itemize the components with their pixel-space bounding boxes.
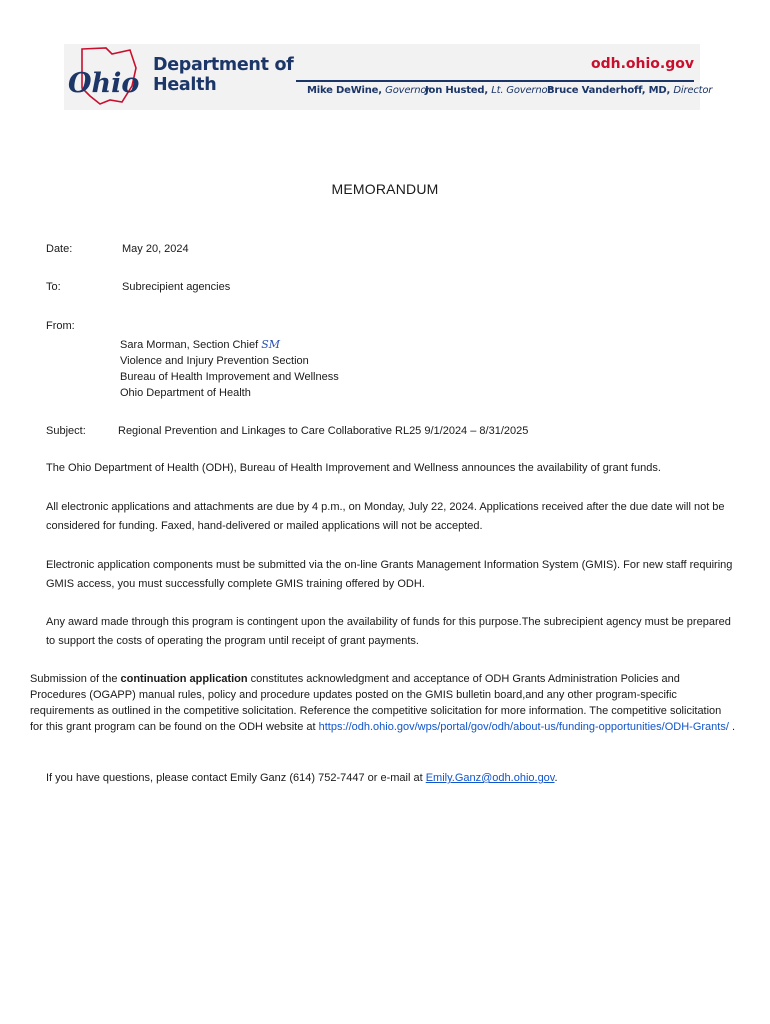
director: Bruce Vanderhoff, MD, Director <box>547 85 713 96</box>
letterhead-rule <box>296 80 694 82</box>
from-block <box>120 337 339 401</box>
from-label: From: <box>46 320 75 332</box>
governor: Mike DeWine, Governor <box>307 85 431 96</box>
ohio-logo-wordmark: Ohio <box>68 68 140 99</box>
subject-value: Regional Prevention and Linkages to Care Collaborative RL25 9/1/2024 – 8/31/2025 <box>118 425 529 437</box>
paragraph-gmis: Electronic application components must be submitted via the on-line Grants Management Information System (GMIS). For new staff requiring GMIS access, you must successfully complete GMIS training offered by ODH. <box>46 559 733 590</box>
signature-initials: SM <box>261 338 281 351</box>
subject-label: Subject: <box>46 425 86 437</box>
letterhead <box>64 44 713 110</box>
paragraph-deadline: All electronic applications and attachments are due by 4 p.m., on Monday, July 22, 2024. Applications received after the due date will not be considered for funding. Faxed, hand-delivered or mailed applications will not be accepted. <box>46 501 725 532</box>
date-label: Date: <box>46 243 73 255</box>
paragraph-ogapp: Submission of the continuation application constitutes acknowledgment and acceptance of ODH Grants Administration Policies and Procedures (OGAPP) manual rules, policy and procedure updates posted on the GMIS bulletin board,and any other program-specific requirements as outlined in the competitive solicitation. Reference the competitive solicitation for more information. The competitive solicitation for this grant program can be found on the ODH website at https://odh.ohio.gov/wps/portal/gov/odh/about-us/funding-opportunities/ODH-Grants/ . <box>30 673 736 733</box>
ohio-logo-icon <box>66 46 148 108</box>
grants-website-link[interactable]: https://odh.ohio.gov/wps/portal/gov/odh/about-us/funding-opportunities/ODH-Grants/ <box>318 721 729 733</box>
department-line-1: Department of <box>153 55 294 75</box>
from-department: Ohio Department of Health <box>120 387 251 399</box>
continuation-application-emphasis: continuation application <box>120 673 248 685</box>
from-bureau: Bureau of Health Improvement and Wellness <box>120 371 339 383</box>
from-name: Sara Morman, Section Chief <box>120 339 259 351</box>
date-value: May 20, 2024 <box>122 243 189 255</box>
website-link[interactable]: odh.ohio.gov <box>590 56 694 72</box>
memo-heading: MEMORANDUM <box>331 181 439 197</box>
from-name-line <box>120 337 339 353</box>
contact-email-link[interactable]: Emily.Ganz@odh.ohio.gov <box>425 772 555 784</box>
from-section: Violence and Injury Prevention Section <box>120 355 309 367</box>
to-value: Subrecipient agencies <box>122 281 231 293</box>
lt-governor: Jon Husted, Lt. Governor <box>425 85 552 96</box>
paragraph-contact: If you have questions, please contact Emily Ganz (614) 752-7447 or e-mail at Emily.Ganz@odh.ohio.gov. <box>46 772 558 784</box>
to-label: To: <box>46 281 61 293</box>
department-line-2: Health <box>153 75 217 95</box>
paragraph-award: Any award made through this program is contingent upon the availability of funds for this purpose.The subrecipient agency must be prepared to support the costs of operating the program until receipt of grant payments. <box>46 616 731 647</box>
paragraph-announcement: The Ohio Department of Health (ODH), Bureau of Health Improvement and Wellness announces the availability of grant funds. <box>46 462 661 474</box>
department-name <box>153 55 293 95</box>
